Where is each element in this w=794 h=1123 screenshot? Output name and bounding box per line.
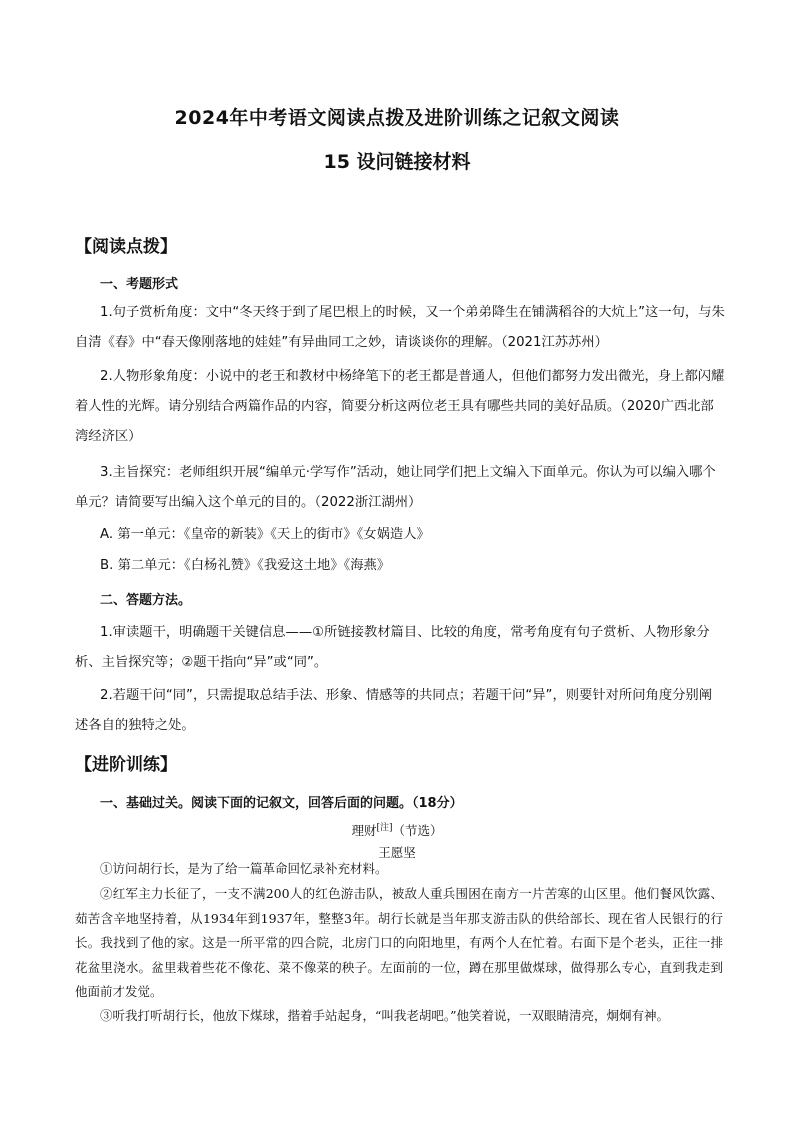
article-excerpt-mark: （节选）	[392, 823, 443, 839]
article-paragraph-3: ③听我打听胡行长，他放下煤球，揩着手站起身，“叫我老胡吧。”他笑着说，一双眼睛清亮，炯炯有神。	[100, 1008, 670, 1023]
document-subtitle: 15 设问链接材料	[323, 151, 471, 173]
article-note-mark: [注]	[376, 823, 393, 833]
subheading-question-forms: 一、考题形式	[100, 277, 179, 292]
question-form-1: 1.句子赏析角度：文中“冬天终于到了尾巴根上的时候，又一个弟弟降生在铺满稻谷的大炕上”这一句，与朱自清《春》中“春天像刚落地的娃娃”有异曲同工之妙，请谈谈你的理解。（2021江苏苏州）	[75, 305, 725, 350]
subheading-basic-exercise: 一、基础过关。阅读下面的记叙文，回答后面的问题。（18分）	[100, 796, 463, 811]
question-form-3: 3.主旨探究：老师组织开展“编单元·学写作”活动，她让同学们把上文编入下面单元。你认为可以编入哪个单元？请简要写出编入这个单元的目的。（2022浙江湖州）	[75, 465, 716, 510]
option-a: A. 第一单元：《皇帝的新装》《天上的街市》《女娲造人》	[100, 527, 430, 542]
article-paragraph-2: ②红军主力长征了，一支不满200人的红色游击队，被敌人重兵围困在南方一片苦寒的山区里。他们餐风饮露、茹苦含辛地坚持着，从1934年到1937年，整整3年。胡行长就是当年那支游击队的供给部长、现在省人民银行的行长。我找到了他的家。这是一所平常的四合院，北房门口的向阳地里，有两个人在忙着。右面下是个老头，正往一排花盆里浇水。盆里栽着些花不像花、菜不像菜的秧子。左面前的一位，蹲在那里做煤球，做得那么专心，直到我走到他面前才发觉。	[75, 886, 723, 999]
option-b: B. 第二单元：《白杨礼赞》《我爱这土地》《海燕》	[100, 558, 391, 573]
section-heading-advanced-training: 【进阶训练】	[75, 755, 177, 775]
section-heading-reading-tips: 【阅读点拨】	[75, 237, 177, 257]
method-1: 1.审读题干，明确题干关键信息——①所链接教材篇目、比较的角度，常考角度有句子赏析、人物形象分析、主旨探究等；②题干指向“异”或“同”。	[75, 625, 710, 670]
article-paragraph-1: ①访问胡行长，是为了给一篇革命回忆录补充材料。	[100, 861, 388, 876]
method-2: 2.若题干问“同”，只需提取总结手法、形象、情感等的共同点；若题干问“异”，则要针对所问角度分别阐述各自的独特之处。	[75, 688, 713, 733]
question-form-2: 2.人物形象角度：小说中的老王和教材中杨绛笔下的老王都是普通人，但他们都努力发出微光，身上都闪耀着人性的光辉。请分别结合两篇作品的内容，简要分析这两位老王具有哪些共同的美好品质。（2020广西北部湾经济区）	[75, 369, 725, 444]
article-author: 王愿坚	[378, 845, 416, 860]
article-title	[0, 820, 794, 839]
document-title: 2024年中考语文阅读点拨及进阶训练之记叙文阅读	[174, 107, 620, 129]
subheading-answer-methods: 二、答题方法。	[100, 593, 192, 608]
article-title-text: 理财	[351, 823, 377, 839]
